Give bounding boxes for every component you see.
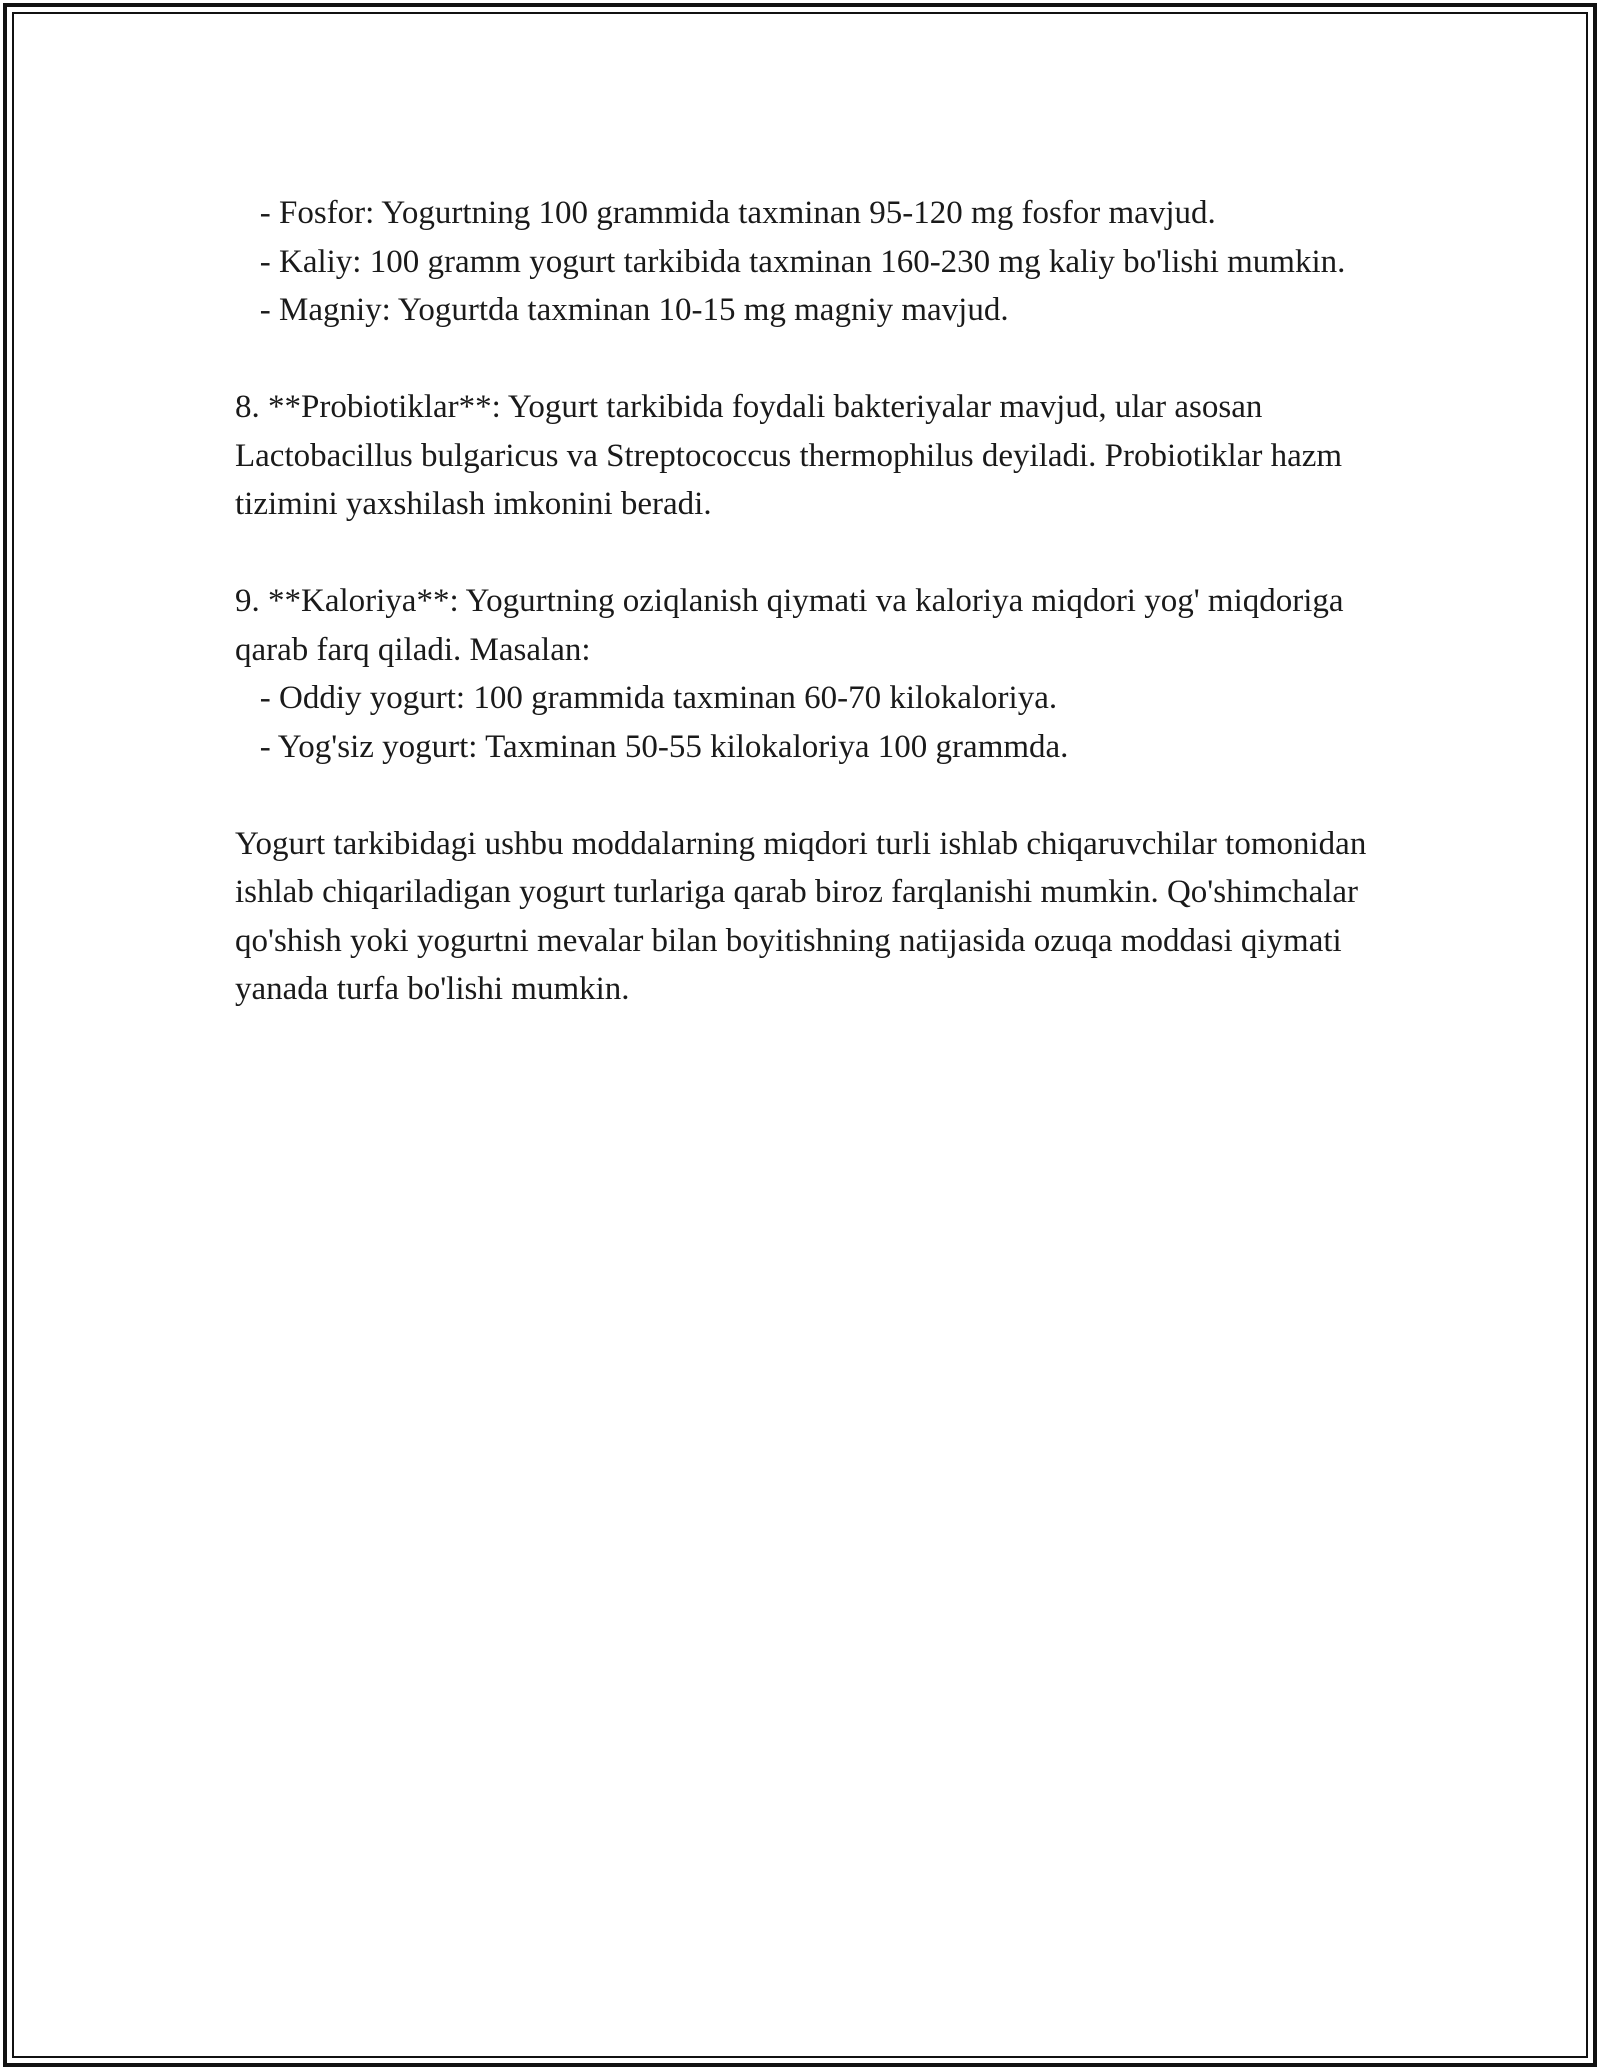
calories-item-fat-free: - Yog'siz yogurt: Taxminan 50-55 kilokaloriya 100 grammda. — [235, 728, 1069, 765]
section-calories-intro: 9. **Kaloriya**: Yogurtning oziqlanish qiymati va kaloriya miqdori yog' miqdoriga qarab farq qiladi. Masalan: — [235, 583, 1352, 668]
section-probiotics: 8. **Probiotiklar**: Yogurt tarkibida foydali bakteriyalar mavjud, ular asosan Lactobacillus bulgaricus va Streptococcus thermophilus deyiladi. Probiotiklar hazm tizimini yaxshilash imkonini beradi. — [235, 389, 1351, 522]
calories-item-regular: - Oddiy yogurt: 100 grammida taxminan 60-70 kilokaloriya. — [235, 680, 1058, 716]
conclusion-paragraph: Yogurt tarkibidagi ushbu moddalarning miqdori turli ishlab chiqaruvchilar tomonidan ishlab chiqariladigan yogurt turlariga qarab biroz farqlanishi mumkin. Qo'shimchalar qo'shish yoki yogurtni mevalar bilan boyitishning natijasida ozuqa moddasi qiymati yanada turfa bo'lishi mumkin. — [235, 825, 1375, 1007]
mineral-item-potassium: - Kaliy: 100 gramm yogurt tarkibida taxminan 160-230 mg kaliy bo'lishi mumkin. — [235, 243, 1346, 280]
document-body — [235, 189, 1375, 1014]
mineral-item-phosphorus: - Fosfor: Yogurtning 100 grammida taxminan 95-120 mg fosfor mavjud. — [235, 195, 1216, 231]
mineral-item-magnesium: - Magniy: Yogurtda taxminan 10-15 mg magniy mavjud. — [235, 292, 1009, 328]
